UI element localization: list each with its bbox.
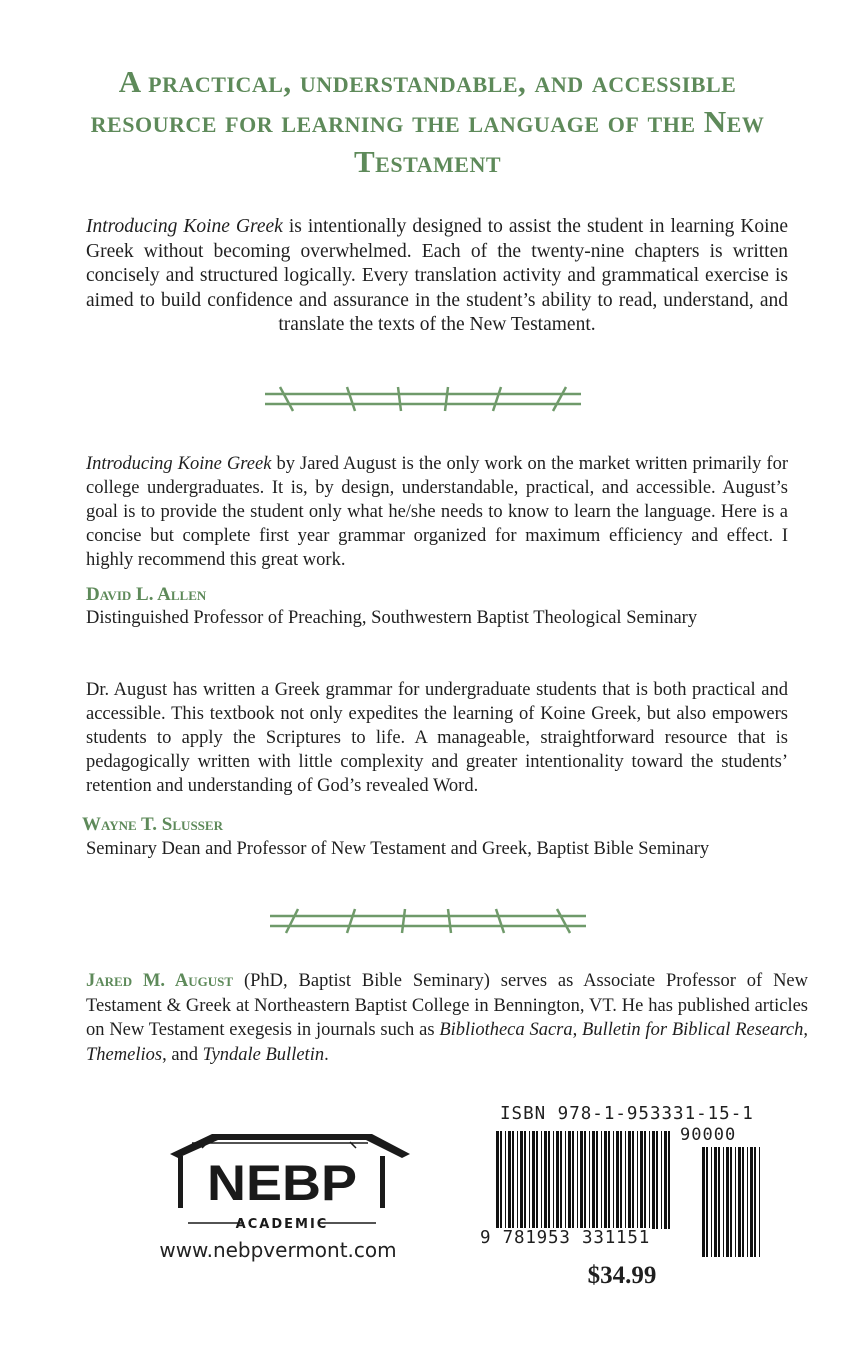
book-description	[86, 215, 788, 338]
description-text: is intentionally designed to assist the student in learning Koine Greek without becoming overwhelmed. Each of the twenty-nine chapters is written concisely and structured logically. Every translation activity and grammatical exercise is aimed to build confidence and assurance in the student’s ability to read, understand, and translate the texts of the New Testament.	[86, 216, 788, 335]
endorsement-1-text: by Jared August is the only work on the market written primarily for college undergraduates. It is, by design, understandable, practical, and accessible. August’s goal is to provide the student only what he/she needs to know to learn the language. Here is a concise but complete first year grammar organized for maximum efficiency and effect. I highly recommend this great work.	[86, 454, 788, 570]
journal-title: Themelios	[86, 1044, 163, 1065]
endorsement-1-name: David L. Allen	[86, 584, 207, 605]
barcode-bar	[596, 1131, 598, 1229]
barcode-bar	[577, 1131, 578, 1229]
barcode-bar	[556, 1131, 559, 1229]
barcode-bar	[524, 1131, 526, 1229]
barcode-bar	[714, 1147, 717, 1257]
barcode-bar	[584, 1131, 586, 1229]
journal-title: Bibliotheca Sacra	[439, 1020, 573, 1040]
endorsement-1-role: Distinguished Professor of Preaching, Southwestern Baptist Theological Seminary	[86, 608, 698, 628]
barcode-bar	[726, 1147, 729, 1257]
barcode-bar	[711, 1147, 712, 1257]
barcode-bar	[616, 1131, 619, 1229]
ornamental-divider-bottom	[270, 906, 586, 936]
barcode-bar	[565, 1131, 566, 1229]
barcode-bar	[613, 1131, 614, 1229]
barcode-bar	[637, 1131, 638, 1229]
barcode-bar	[517, 1131, 518, 1229]
barcode-bar	[640, 1131, 643, 1229]
barcode-bar	[656, 1131, 658, 1229]
barcode-bar	[628, 1131, 631, 1229]
barcode-bar	[735, 1147, 736, 1257]
endorsement-1-book-title: Introducing Koine Greek	[86, 454, 272, 474]
endorsement-2-role: Seminary Dean and Professor of New Testament and Greek, Baptist Bible Seminary	[86, 839, 710, 859]
barcode-bar	[536, 1131, 538, 1229]
logo-subtitle: ACADEMIC	[235, 1217, 329, 1232]
isbn-number: ISBN 978-1-953331-15-1	[500, 1104, 754, 1124]
journal-title: Bulletin for Biblical Research	[582, 1020, 804, 1040]
barcode-bar	[512, 1131, 514, 1229]
barcode-bar	[625, 1131, 626, 1229]
barcode-bar	[750, 1147, 753, 1257]
barcode-bar	[649, 1131, 650, 1229]
barcode-bar	[702, 1147, 705, 1257]
barcode-bar	[754, 1147, 756, 1257]
barcode-bar	[608, 1131, 610, 1229]
barcode-bar	[505, 1131, 506, 1229]
barcode-bar	[529, 1131, 530, 1229]
back-cover-headline: A practical, understandable, and accessible resource for learning the language of the New Testament	[90, 64, 765, 179]
logo-wordmark: NEBP	[207, 1155, 357, 1211]
barcode-bar	[718, 1147, 720, 1257]
barcode-bar	[541, 1131, 542, 1229]
author-name: Jared M. August	[86, 971, 234, 991]
barcode-bar	[532, 1131, 535, 1229]
endorsement-2-quote: Dr. August has written a Greek grammar for undergraduate students that is both practical and accessible. This textbook not only expedites the learning of Koine Greek, but also empowers students to apply the Scriptures to life. A manageable, straightforward resource that is pedagogically written with little complexity and greater intentionality toward the students’ retention and understanding of God’s revealed Word.	[86, 680, 788, 796]
barcode-bar	[560, 1131, 562, 1229]
author-bio: Jared M. August (PhD, Baptist Bible Seminary) serves as Associate Professor of New Testament & Greek at Northeastern Baptist College in Bennington, VT. He has published articles on New Testament exegesis in journals such as Bibliotheca Sacra, Bulletin for Biblical Research, Themelios, and Tyndale Bulletin.	[86, 971, 809, 1065]
price: $34.99	[587, 1262, 657, 1289]
publisher-url: www.nebpvermont.com	[159, 1238, 397, 1262]
barcode-bar	[580, 1131, 583, 1229]
endorsement-1-quote	[86, 452, 788, 572]
barcode-bar	[747, 1147, 748, 1257]
barcode-bar	[652, 1131, 655, 1229]
barcode-bar	[632, 1131, 634, 1229]
ornamental-divider-top	[265, 384, 581, 414]
endorsement-2-name: Wayne T. Slusser	[82, 814, 223, 835]
barcode-bar	[592, 1131, 595, 1229]
barcode-bar	[644, 1131, 646, 1229]
barcode-bar	[544, 1131, 547, 1229]
barcode-bar	[601, 1131, 602, 1229]
barcode-bar	[759, 1147, 760, 1257]
barcode-bar	[508, 1131, 511, 1229]
barcode-bar	[520, 1131, 523, 1229]
barcode-bar	[706, 1147, 708, 1257]
journal-title: Tyndale Bulletin	[202, 1044, 325, 1065]
barcode-bar	[589, 1131, 590, 1229]
barcode-bar	[620, 1131, 622, 1229]
barcode-bar	[496, 1131, 499, 1229]
barcode-bar	[500, 1131, 502, 1229]
barcode-bar	[664, 1131, 667, 1229]
barcode-bar	[553, 1131, 554, 1229]
barcode-bar	[723, 1147, 724, 1257]
barcode-bar	[738, 1147, 741, 1257]
barcode-bar	[668, 1131, 670, 1229]
price-addon-code: 90000	[680, 1125, 737, 1145]
nebp-academic-logo	[152, 1128, 412, 1232]
barcode-bar	[568, 1131, 571, 1229]
barcode-bar	[661, 1131, 662, 1229]
barcode-bar	[604, 1131, 607, 1229]
barcode-bar	[742, 1147, 744, 1257]
barcode-bar	[730, 1147, 732, 1257]
description-book-title: Introducing Koine Greek	[86, 216, 283, 237]
barcode-bar	[572, 1131, 574, 1229]
barcode-bar	[548, 1131, 550, 1229]
ean-number: 9 781953 331151	[480, 1228, 651, 1248]
